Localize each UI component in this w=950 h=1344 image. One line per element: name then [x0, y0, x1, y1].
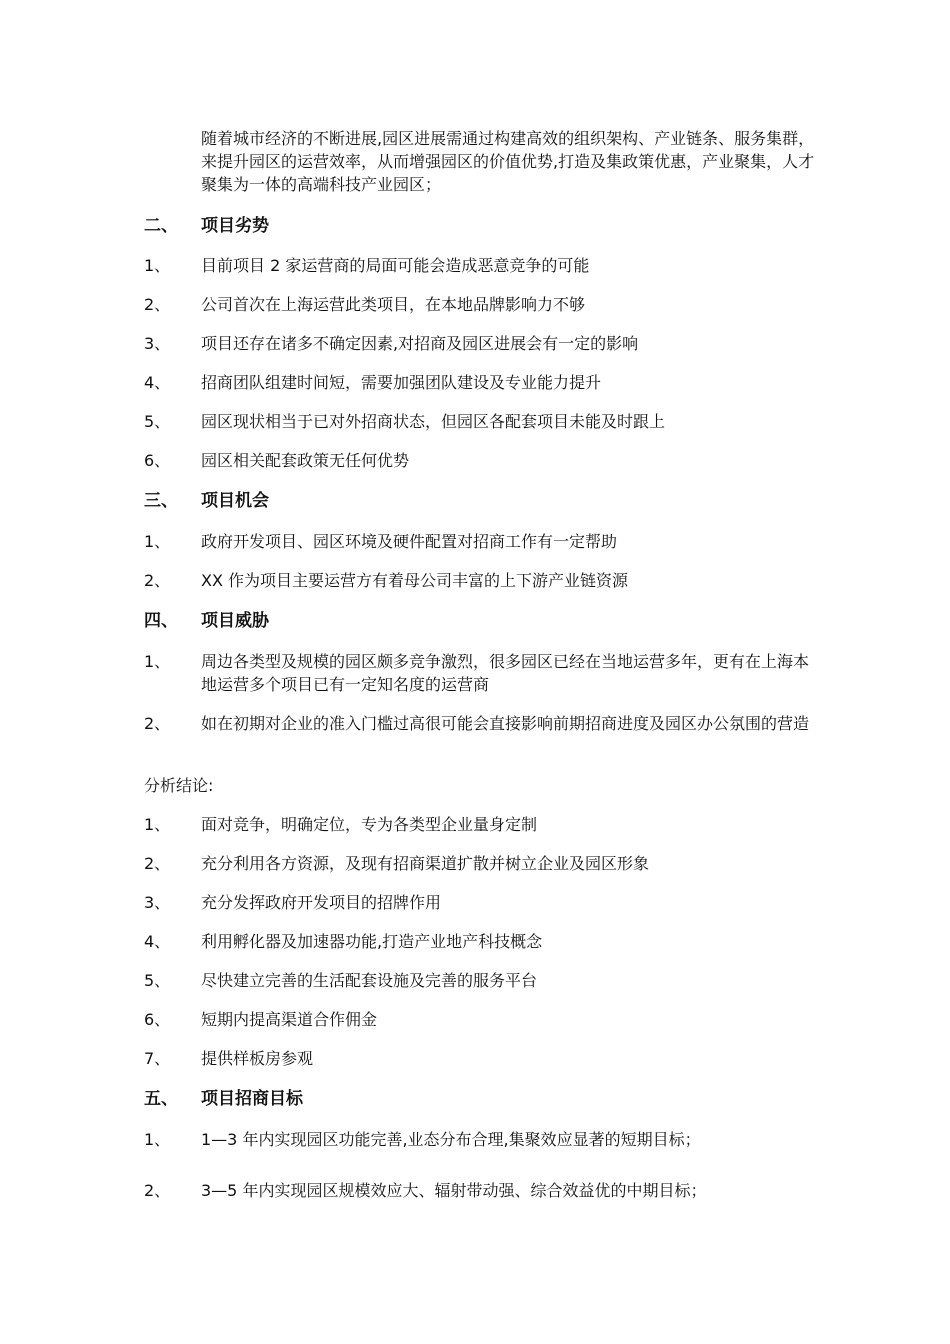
- item-text: 周边各类型及规模的园区颇多竞争激烈，很多园区已经在当地运营多年，更有在上海本地运营多个项目已有一定知名度的运营商: [201, 652, 810, 694]
- section-number: 二、: [144, 216, 178, 236]
- section-number: 五、: [144, 1089, 178, 1109]
- item-number: 2、: [144, 295, 171, 314]
- section-number: 三、: [144, 491, 178, 511]
- item-text: XX 作为项目主要运营方有着母公司丰富的上下游产业链资源: [201, 571, 629, 590]
- item-text: 项目还存在诸多不确定因素,对招商及园区进展会有一定的影响: [201, 334, 639, 353]
- item-number: 1、: [144, 815, 171, 834]
- item-number: 2、: [144, 1181, 171, 1200]
- item-text: 招商团队组建时间短，需要加强团队建设及专业能力提升: [201, 373, 602, 392]
- item-text: 政府开发项目、园区环境及硬件配置对招商工作有一定帮助: [201, 532, 618, 551]
- item-number: 3、: [144, 893, 171, 912]
- item-number: 3、: [144, 334, 171, 353]
- item-number: 4、: [144, 932, 171, 951]
- item-number: 5、: [144, 412, 171, 431]
- item-number: 1、: [144, 652, 171, 671]
- item-number: 4、: [144, 373, 171, 392]
- item-number: 7、: [144, 1049, 171, 1068]
- item-text: 充分利用各方资源，及现有招商渠道扩散并树立企业及园区形象: [201, 854, 650, 873]
- conclusion-heading: 分析结论:: [144, 776, 214, 795]
- section-title: 项目劣势: [201, 216, 269, 236]
- section-title: 项目威胁: [201, 611, 269, 631]
- item-number: 6、: [144, 451, 171, 470]
- section-title: 项目机会: [201, 491, 269, 511]
- item-number: 1、: [144, 532, 171, 551]
- item-text: 园区相关配套政策无任何优势: [201, 451, 410, 470]
- item-number: 2、: [144, 571, 171, 590]
- item-number: 1、: [144, 1130, 171, 1149]
- item-text: 面对竞争，明确定位，专为各类型企业量身定制: [201, 815, 538, 834]
- item-text: 1—3 年内实现园区功能完善,业态分布合理,集聚效应显著的短期目标；: [201, 1130, 701, 1149]
- item-text: 利用孵化器及加速器功能,打造产业地产科技概念: [201, 932, 543, 951]
- item-text: 如在初期对企业的准入门槛过高很可能会直接影响前期招商进度及园区办公氛围的营造: [201, 714, 810, 733]
- section-number: 四、: [144, 611, 178, 631]
- item-text: 提供样板房参观: [201, 1049, 314, 1068]
- item-number: 2、: [144, 854, 171, 873]
- item-text: 尽快建立完善的生活配套设施及完善的服务平台: [201, 971, 538, 990]
- item-text: 3—5 年内实现园区规模效应大、辐射带动强、综合效益优的中期目标；: [201, 1181, 707, 1200]
- item-number: 1、: [144, 256, 171, 275]
- item-number: 6、: [144, 1010, 171, 1029]
- item-number: 5、: [144, 971, 171, 990]
- item-text: 公司首次在上海运营此类项目，在本地品牌影响力不够: [201, 295, 586, 314]
- item-text: 目前项目 2 家运营商的局面可能会造成恶意竞争的可能: [201, 256, 590, 275]
- section-title: 项目招商目标: [201, 1089, 303, 1109]
- item-text: 园区现状相当于已对外招商状态，但园区各配套项目未能及时跟上: [201, 412, 666, 431]
- intro-paragraph: 随着城市经济的不断进展,园区进展需通过构建高效的组织架构、产业链条、服务集群，来提升园区的运营效率，从而增强园区的价值优势,打造及集政策优惠，产业聚集，人才聚集为一体的高端科技产业园区；: [201, 129, 815, 194]
- item-number: 2、: [144, 714, 171, 733]
- item-text: 充分发挥政府开发项目的招牌作用: [201, 893, 442, 912]
- item-text: 短期内提高渠道合作佣金: [201, 1010, 378, 1029]
